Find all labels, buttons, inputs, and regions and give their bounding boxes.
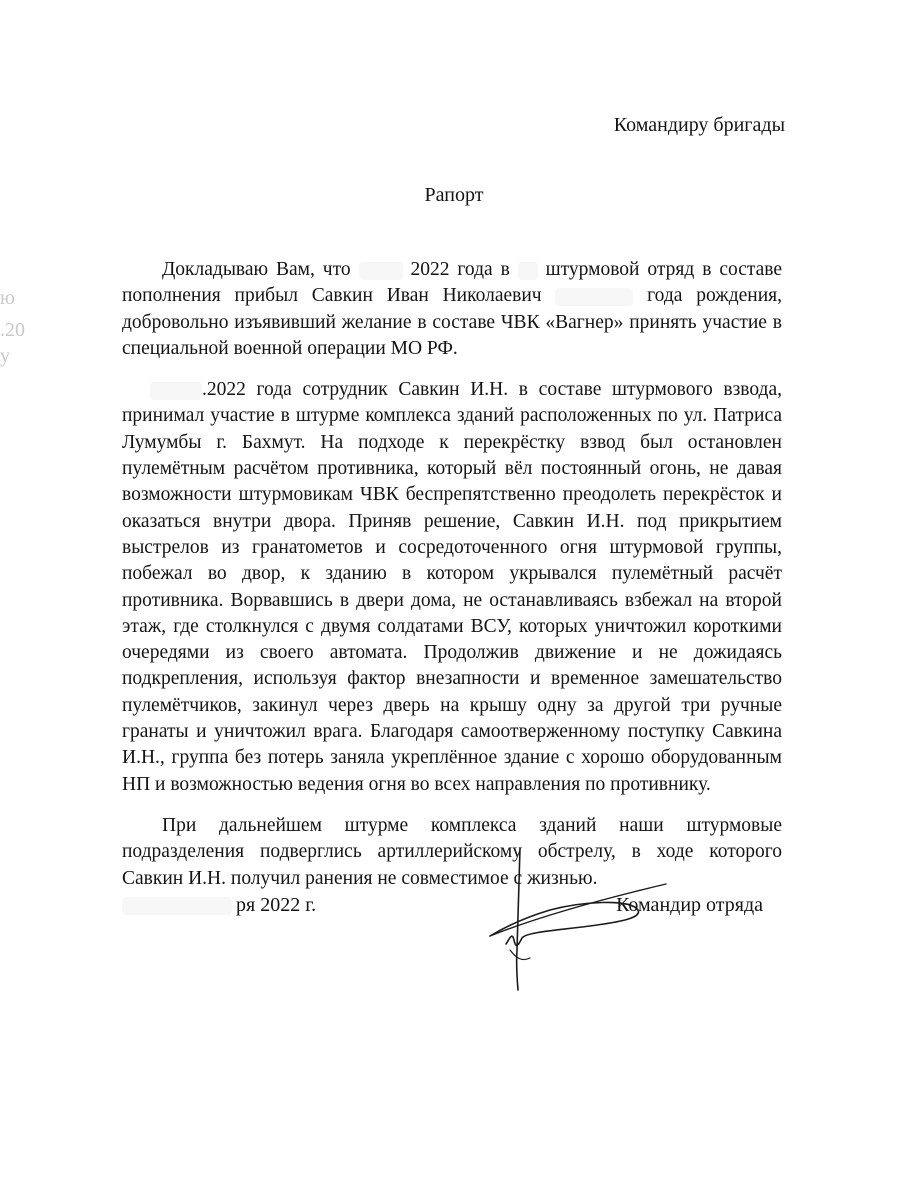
- document-body: [122, 257, 782, 892]
- signer-title: Командир отряда: [616, 894, 763, 916]
- paragraph-2-text: .2022 года сотрудник Савкин И.Н. в составе штурмового взвода, принимал участие в штурме комплекса зданий расположенных по ул. Патриса Лумумбы г. Бахмут. На подходе к перекрёстку взвод был остановлен пулемётным расчётом противника, который вёл постоянный огонь, не давая возможности штурмовикам ЧВК беспрепятственно преодолеть перекрёсток и оказаться внутри двора. Приняв решение, Савкин И.Н. под прикрытием выстрелов из гранатометов и сосредоточенного огня штурмовой группы, побежал во двор, к зданию в котором укрывался пулемётный расчёт противника. Ворвавшись в двери дома, не останавливаясь взбежал на второй этаж, где столкнулся с двумя солдатами ВСУ, которых уничтожил короткими очередями из своего автомата. Продолжив движение и не дожидаясь подкрепления, используя фактор внезапности и временное замешательство пулемётчиков, закинул через дверь на крышу одну за другой три ручные гранаты и уничтожил врага. Благодаря самоотверженному поступку Савкина И.Н., группа без потерь заняла укреплённое здание с хорошо оборудованным НП и возможностью ведения огня во всех направления по противнику.: [122, 379, 782, 795]
- bleed-through-text: .20: [0, 319, 25, 341]
- paragraph-1-part-c: штурмовой отряд в составе пополнения прибыл Савкин Иван Николаевич: [122, 259, 783, 307]
- redaction-mark: [150, 382, 202, 400]
- addressee: Командиру бригады: [613, 114, 785, 136]
- handwritten-signature: [470, 840, 670, 1000]
- paragraph-2: [122, 377, 782, 798]
- redaction-mark: [555, 288, 633, 306]
- redaction-mark: [359, 262, 403, 280]
- paragraph-3: При дальнейшем штурме комплекса зданий наши штурмовые подразделения подверглись артиллерийскому обстрелу, в ходе которого Савкин И.Н. получил ранения не совместимое с жизнью.: [122, 814, 782, 889]
- redaction-mark: [518, 262, 538, 280]
- bleed-through-text: ю: [0, 287, 15, 309]
- paragraph-1-part-a: Докладываю Вам, что: [162, 259, 351, 280]
- paragraph-1-part-b: 2022 года в: [410, 259, 510, 280]
- paragraph-1: [122, 257, 782, 362]
- redaction-mark: [122, 897, 232, 915]
- bleed-through-text: у: [0, 345, 10, 367]
- document-date: [122, 892, 316, 918]
- date-text: ря 2022 г.: [236, 894, 317, 916]
- paragraph-1-part-d: года рождения, добровольно изъявивший желание в составе ЧВК «Вагнер» принять участие в специальной военной операции МО РФ.: [122, 285, 782, 359]
- document-title: Рапорт: [424, 184, 484, 206]
